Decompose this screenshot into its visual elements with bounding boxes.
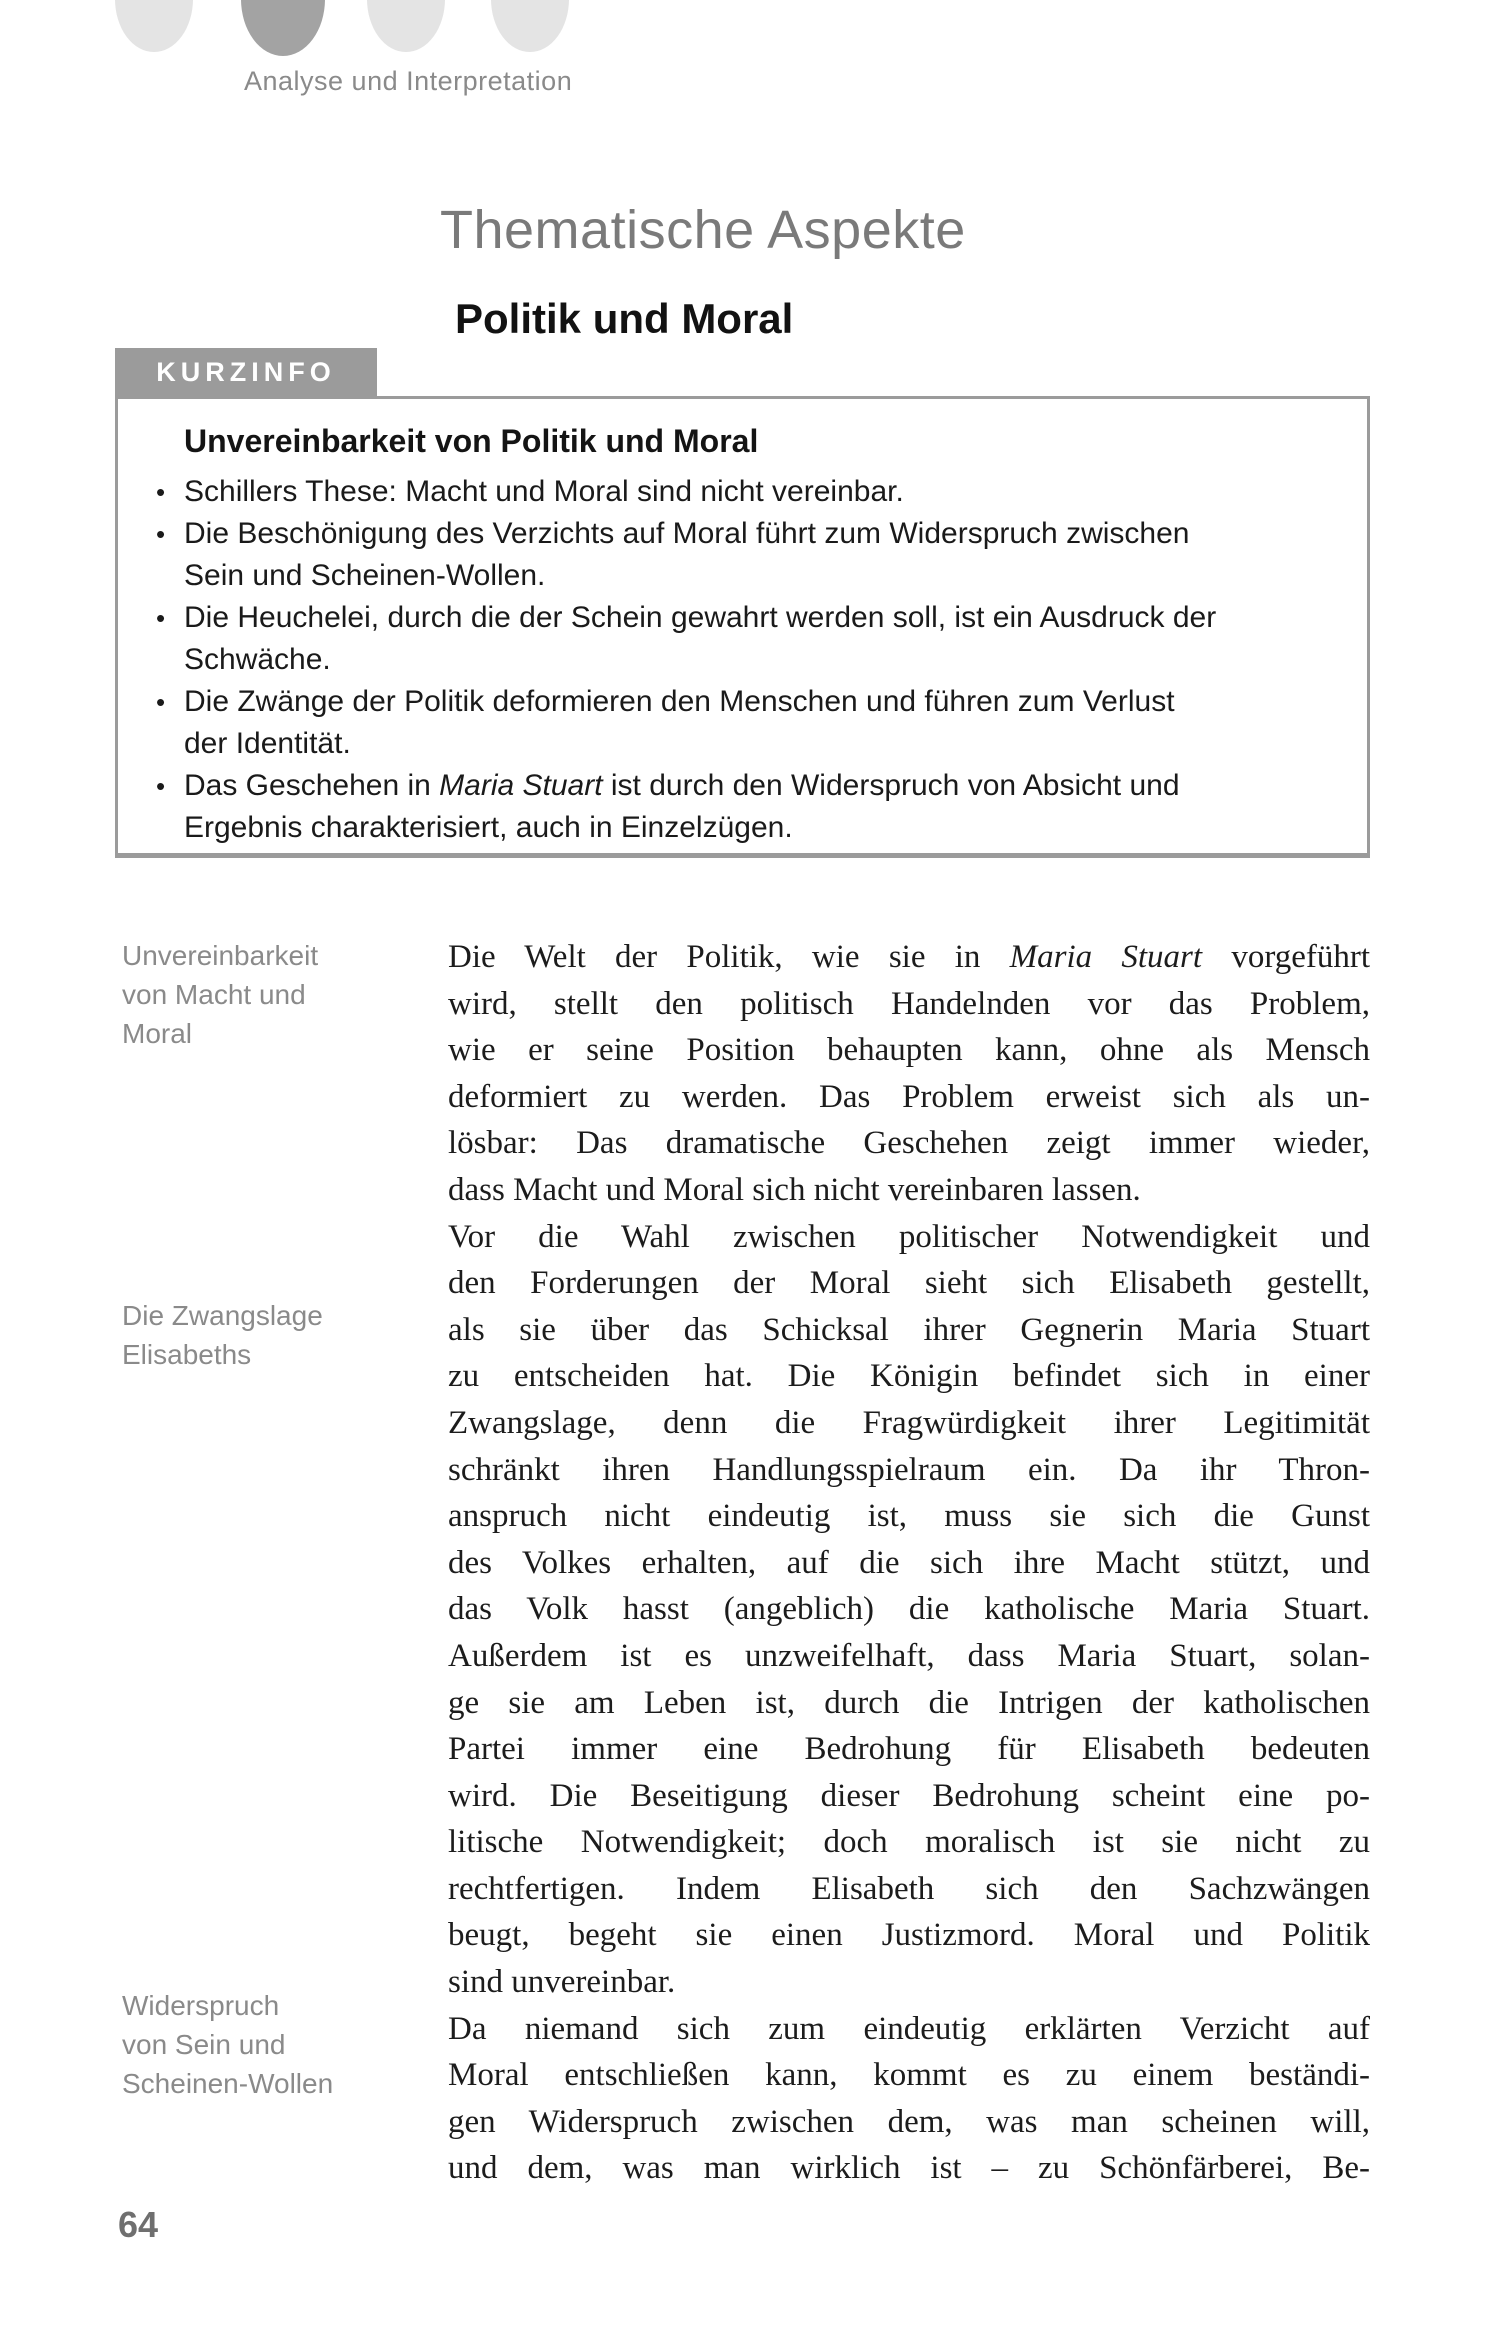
body-line: Partei immer eine Bedrohung für Elisabeth bedeuten: [448, 1731, 1370, 1768]
body-line: Vor die Wahl zwischen politischer Notwendigkeit und: [448, 1218, 1370, 1255]
body-paragraph: [448, 1214, 1370, 2006]
body-line: Da niemand sich zum eindeutig erklärten Verzicht auf: [448, 2010, 1370, 2047]
body-line: Außerdem ist es unzweifelhaft, dass Maria Stuart, solan-: [448, 1637, 1370, 1674]
kurzinfo-bullet: [156, 471, 1339, 513]
body-line: beugt, begeht sie einen Justizmord. Moral und Politik: [448, 1917, 1370, 1954]
body-paragraph: [448, 2006, 1370, 2192]
kurzinfo-bullet-line: Die Heuchelei, durch die der Schein gewahrt werden soll, ist ein Ausdruck der: [184, 601, 1217, 634]
bullet-marker: •: [156, 771, 166, 801]
body-line: litische Notwendigkeit; doch moralisch ist sie nicht zu: [448, 1824, 1370, 1861]
body-line: zu entscheiden hat. Die Königin befindet sich in einer: [448, 1358, 1370, 1395]
margin-note-line: von Sein und: [122, 2029, 286, 2060]
margin-note: [122, 936, 432, 1053]
body-line: gen Widerspruch zwischen dem, was man scheinen will,: [448, 2103, 1370, 2140]
body-line: dass Macht und Moral sich nicht vereinbaren lassen.: [448, 1171, 1141, 1208]
bullet-marker: •: [156, 603, 166, 633]
bullet-marker: •: [156, 687, 166, 717]
bullet-marker: •: [156, 477, 166, 507]
kurzinfo-bullet-line: Die Zwänge der Politik deformieren den Menschen und führen zum Verlust: [184, 685, 1175, 718]
margin-note-line: Moral: [122, 1018, 193, 1049]
page-title: Thematische Aspekte: [440, 200, 966, 260]
body-line: Zwangslage, denn die Fragwürdigkeit ihrer Legitimität: [448, 1404, 1370, 1441]
body-paragraph: [448, 934, 1370, 1214]
margin-note-line: Unvereinbarkeit: [122, 940, 319, 971]
progress-dot: [491, 0, 569, 52]
body-line: Moral entschließen kann, kommt es zu einem beständi-: [448, 2057, 1370, 2094]
progress-dot: [115, 0, 193, 52]
margin-note-line: von Macht und: [122, 979, 306, 1010]
body-line: ge sie am Leben ist, durch die Intrigen der katholischen: [448, 1684, 1370, 1721]
body-line: wird, stellt den politisch Handelnden vor das Problem,: [448, 985, 1370, 1022]
kurzinfo-bullet-line: Schwäche.: [184, 643, 331, 676]
bullet-marker: •: [156, 519, 166, 549]
body-line: rechtfertigen. Indem Elisabeth sich den Sachzwängen: [448, 1870, 1370, 1907]
kurzinfo-bullet-line: Die Beschönigung des Verzichts auf Moral führt zum Widerspruch zwischen: [184, 517, 1190, 550]
body-line: als sie über das Schicksal ihrer Gegnerin Maria Stuart: [448, 1311, 1370, 1348]
kurzinfo-bullet-line: Ergebnis charakterisiert, auch in Einzelzügen.: [184, 811, 793, 844]
body-line: lösbar: Das dramatische Geschehen zeigt immer wieder,: [448, 1125, 1370, 1162]
progress-dot: [367, 0, 445, 52]
margin-note-line: Scheinen-Wollen: [122, 2068, 334, 2099]
body-line: sind unvereinbar.: [448, 1964, 676, 2001]
margin-note-line: Widerspruch: [122, 1990, 280, 2021]
margin-note-line: Die Zwangslage: [122, 1300, 323, 1331]
progress-dot: [241, 0, 325, 56]
margin-note-line: Elisabeths: [122, 1339, 252, 1370]
body-line: deformiert zu werden. Das Problem erweist sich als un-: [448, 1078, 1370, 1115]
kurzinfo-bullet-list: [156, 471, 1339, 849]
body-line: und dem, was man wirklich ist – zu Schönfärberei, Be-: [448, 2150, 1370, 2187]
kurzinfo-bullet-line: der Identität.: [184, 727, 351, 760]
body-line: schränkt ihren Handlungsspielraum ein. Da ihr Thron-: [448, 1451, 1370, 1488]
kurzinfo-box: [115, 396, 1370, 858]
kurzinfo-bullet: [156, 513, 1339, 597]
body-line: das Volk hasst (angeblich) die katholische Maria Stuart.: [448, 1591, 1370, 1628]
kurzinfo-bullet-line: Schillers These: Macht und Moral sind nicht vereinbar.: [184, 475, 904, 508]
body-text-column: [448, 934, 1370, 2192]
body-line: den Forderungen der Moral sieht sich Elisabeth gestellt,: [448, 1265, 1370, 1302]
kurzinfo-bullet: [156, 681, 1339, 765]
kurzinfo-tab: KURZINFO: [115, 348, 377, 396]
section-label: Analyse und Interpretation: [244, 66, 573, 96]
page-subtitle: Politik und Moral: [455, 295, 794, 342]
margin-note: [122, 1986, 432, 2103]
body-line: des Volkes erhalten, auf die sich ihre Macht stützt, und: [448, 1544, 1370, 1581]
body-line: Die Welt der Politik, wie sie in Maria Stuart vorgeführt: [448, 939, 1371, 975]
kurzinfo-bullet: [156, 597, 1339, 681]
kurzinfo-bullet-line: Sein und Scheinen-Wollen.: [184, 559, 546, 592]
kurzinfo-bullet: [156, 765, 1339, 849]
body-line: wird. Die Beseitigung dieser Bedrohung scheint eine po-: [448, 1777, 1370, 1814]
body-line: anspruch nicht eindeutig ist, muss sie sich die Gunst: [448, 1498, 1370, 1535]
margin-note: [122, 1296, 432, 1374]
page-number: 64: [118, 2204, 159, 2245]
body-line: wie er seine Position behaupten kann, ohne als Mensch: [448, 1032, 1370, 1069]
kurzinfo-title: Unvereinbarkeit von Politik und Moral: [184, 423, 759, 459]
kurzinfo-bullet-line: Das Geschehen in Maria Stuart ist durch den Widerspruch von Absicht und: [184, 769, 1180, 802]
